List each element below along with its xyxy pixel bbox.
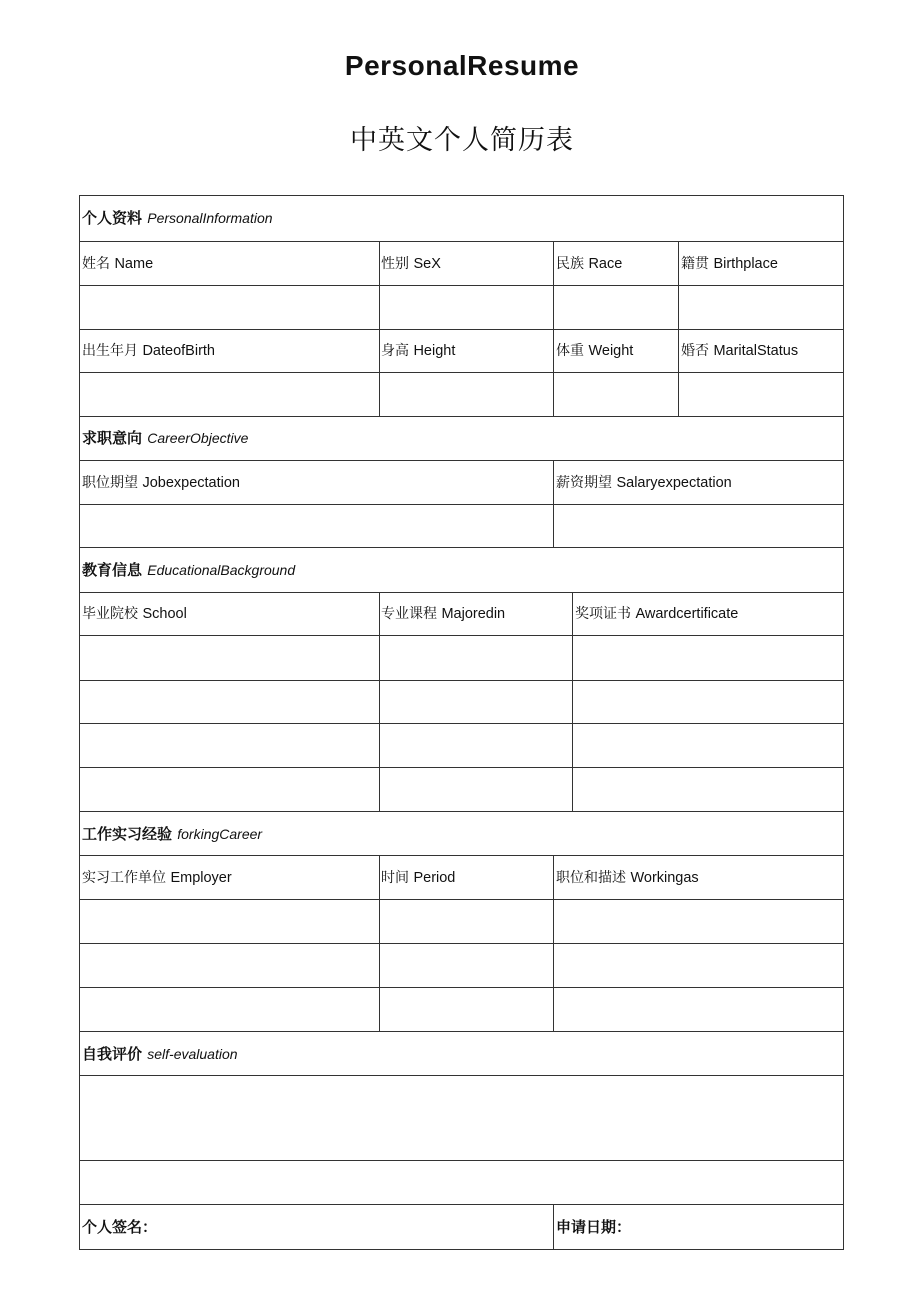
- col-line: [572, 592, 573, 811]
- label-cn: 姓名: [82, 256, 110, 272]
- label-en: Jobexpectation: [142, 475, 240, 491]
- label-en: Salaryexpectation: [616, 475, 732, 491]
- label-cn: 体重: [556, 343, 584, 359]
- label-school: [82, 605, 187, 623]
- label-cn: 时间: [381, 870, 409, 886]
- section-title-en: forkingCareer: [177, 826, 263, 842]
- label-period: [381, 869, 455, 887]
- row-line: [79, 329, 844, 330]
- col-line: [553, 241, 554, 416]
- row-line: [79, 899, 844, 900]
- label-en: Period: [413, 870, 456, 886]
- col-line: [379, 592, 380, 811]
- row-line: [79, 241, 844, 242]
- label-race: [556, 255, 622, 273]
- row-line: [79, 987, 844, 988]
- label-cn: 出生年月: [82, 343, 138, 359]
- label-cn: 职位和描述: [556, 870, 626, 886]
- col-line: [553, 855, 554, 1031]
- label-cn: 实习工作单位: [82, 870, 166, 886]
- row-line: [79, 855, 844, 856]
- row-line: [79, 767, 844, 768]
- row-line: [79, 592, 844, 593]
- section-education: [82, 561, 295, 579]
- row-line: [79, 811, 844, 812]
- label-en: Awardcertificate: [635, 606, 739, 622]
- row-line: [79, 1204, 844, 1205]
- label-marital-status: [681, 342, 798, 360]
- col-line: [678, 241, 679, 416]
- label-cn: 毕业院校: [82, 606, 138, 622]
- section-title-en: CareerObjective: [147, 430, 249, 446]
- label-award: [575, 605, 738, 623]
- row-line: [79, 372, 844, 373]
- label-signature: 个人签名：: [82, 1218, 158, 1236]
- row-line: [79, 195, 844, 196]
- row-line: [79, 547, 844, 548]
- section-title-cn: 教育信息: [82, 561, 143, 579]
- label-cn: 婚否: [681, 343, 709, 359]
- col-line: [379, 855, 380, 1031]
- label-birthplace: [681, 255, 778, 273]
- label-position: [556, 869, 699, 887]
- title-english: PersonalResume: [344, 50, 580, 81]
- section-career-objective: [82, 429, 248, 447]
- label-en: Name: [114, 256, 154, 272]
- row-line: [79, 1031, 844, 1032]
- label-en: SeX: [413, 256, 441, 272]
- row-line: [79, 943, 844, 944]
- label-cn: 薪资期望: [556, 475, 612, 491]
- label-employer: [82, 869, 232, 887]
- label-cn: 性别: [381, 256, 409, 272]
- row-line: [79, 680, 844, 681]
- label-cn: 籍贯: [681, 256, 709, 272]
- row-line: [79, 1075, 844, 1076]
- label-job-expectation: [82, 474, 240, 492]
- row-line: [79, 460, 844, 461]
- label-name: [82, 255, 153, 273]
- section-self-evaluation: [82, 1045, 238, 1063]
- label-height: [381, 342, 455, 360]
- row-line: [79, 416, 844, 417]
- col-line: [553, 1204, 554, 1249]
- label-en: MaritalStatus: [713, 343, 799, 359]
- label-en: Employer: [170, 870, 232, 886]
- label-cn: 奖项证书: [575, 606, 631, 622]
- label-en: Birthplace: [713, 256, 778, 272]
- row-line: [79, 504, 844, 505]
- title-chinese: 中英文个人简历表: [350, 125, 574, 156]
- section-title-cn: 自我评价: [82, 1045, 143, 1063]
- section-title-en: EducationalBackground: [147, 562, 296, 578]
- label-major: [381, 605, 505, 623]
- label-weight: [556, 342, 633, 360]
- label-cn: 身高: [381, 343, 409, 359]
- section-title-cn: 工作实习经验: [82, 825, 173, 843]
- label-salary-expectation: [556, 474, 732, 492]
- label-cn: 民族: [556, 256, 584, 272]
- label-date-of-birth: [82, 342, 215, 360]
- label-sex: [381, 255, 441, 273]
- label-en: DateofBirth: [142, 343, 215, 359]
- label-en: School: [142, 606, 187, 622]
- col-line: [553, 460, 554, 547]
- row-line: [79, 723, 844, 724]
- section-personal-info: [82, 209, 273, 227]
- label-en: Race: [588, 256, 623, 272]
- row-line: [79, 285, 844, 286]
- label-en: Weight: [588, 343, 634, 359]
- section-work-experience: [82, 825, 262, 843]
- section-title-en: PersonalInformation: [147, 210, 273, 226]
- row-line: [79, 1160, 844, 1161]
- row-line: [79, 1249, 844, 1250]
- label-cn: 专业课程: [381, 606, 437, 622]
- label-en: Workingas: [630, 870, 699, 886]
- label-application-date: 申请日期：: [556, 1218, 632, 1236]
- label-en: Height: [413, 343, 456, 359]
- row-line: [79, 635, 844, 636]
- section-title-cn: 个人资料: [82, 209, 143, 227]
- label-en: Majoredin: [441, 606, 506, 622]
- section-title-cn: 求职意向: [82, 429, 143, 447]
- section-title-en: self-evaluation: [147, 1046, 238, 1062]
- col-line: [379, 241, 380, 416]
- label-cn: 职位期望: [82, 475, 138, 491]
